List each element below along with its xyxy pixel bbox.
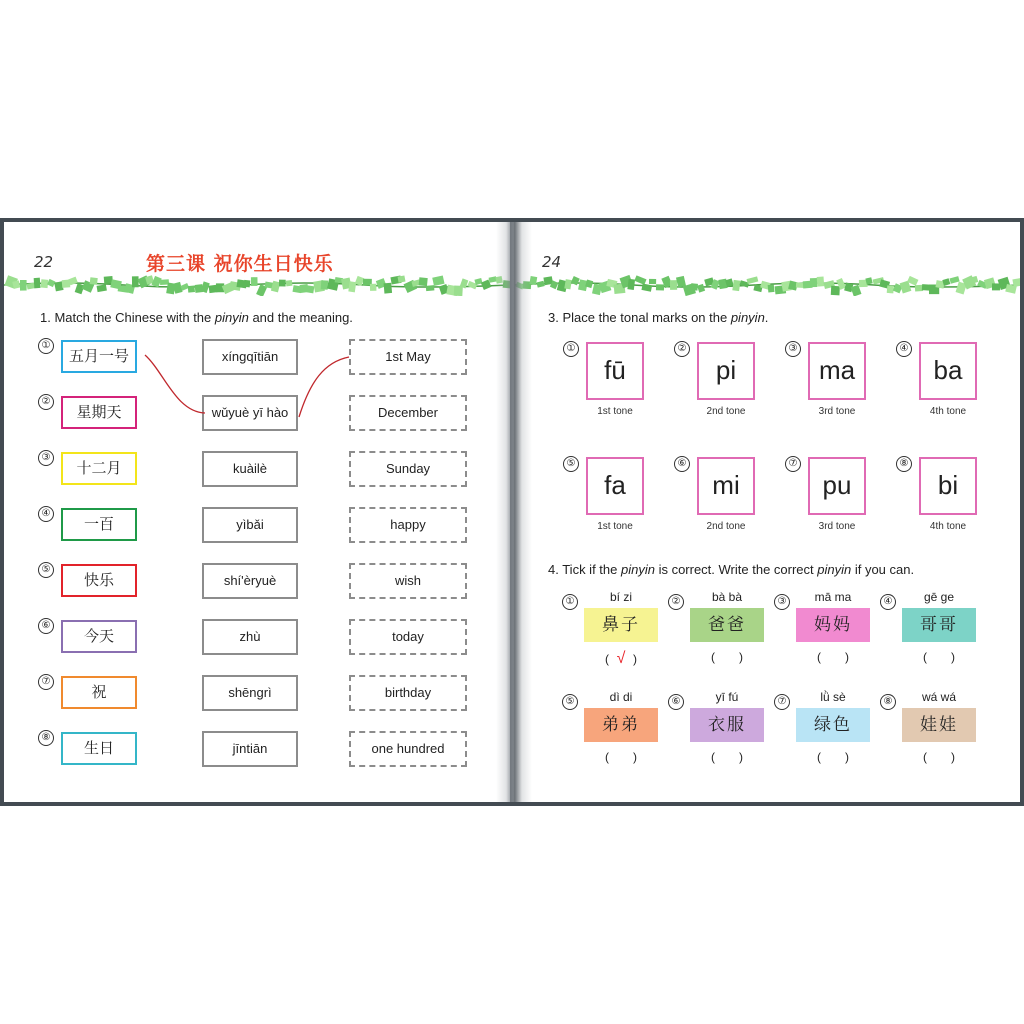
chinese-word: 妈妈 xyxy=(796,608,870,642)
answer-field[interactable] xyxy=(584,750,658,764)
meaning-box[interactable]: 1st May xyxy=(349,339,467,375)
tone-label: 4th tone xyxy=(929,406,967,417)
vine-leaf xyxy=(432,275,444,286)
item-number: ① xyxy=(38,338,54,354)
item-number: ② xyxy=(674,341,690,357)
chinese-word: 鼻子 xyxy=(584,608,658,642)
item-number: ⑧ xyxy=(896,456,912,472)
paren-close: ) xyxy=(951,750,955,764)
answer-field[interactable] xyxy=(796,650,870,664)
left-page xyxy=(4,222,510,802)
answer-field[interactable] xyxy=(690,750,764,764)
vine-leaf xyxy=(747,276,759,284)
item-number: ⑧ xyxy=(880,694,896,710)
answer-field[interactable] xyxy=(796,750,870,764)
vine-leaf xyxy=(279,280,286,287)
item-number: ② xyxy=(38,394,54,410)
item-number: ⑥ xyxy=(674,456,690,472)
meaning-box[interactable]: wish xyxy=(349,563,467,599)
meaning-box[interactable]: today xyxy=(349,619,467,655)
pinyin-box[interactable]: zhù xyxy=(202,619,298,655)
item-number: ② xyxy=(668,594,684,610)
pinyin-tone-box[interactable]: mi xyxy=(697,457,755,515)
vine-leaf xyxy=(47,279,55,287)
item-number: ⑦ xyxy=(38,674,54,690)
vine-leaf xyxy=(34,278,41,289)
vine-leaf xyxy=(160,279,169,285)
match-line-1 xyxy=(145,355,205,413)
chinese-word: 衣服 xyxy=(690,708,764,742)
vine-leaf xyxy=(732,280,740,291)
vine-leaf xyxy=(370,284,377,291)
item-number: ④ xyxy=(38,506,54,522)
paren-close: ) xyxy=(739,650,743,664)
item-number: ③ xyxy=(785,341,801,357)
paren-open: ( xyxy=(605,652,609,666)
vine-leaf xyxy=(641,284,652,292)
pinyin-label: bí zi xyxy=(609,590,632,604)
vine-leaf xyxy=(90,277,98,285)
vine-leaf xyxy=(41,279,49,288)
vine-leaf xyxy=(398,275,406,282)
pinyin-box[interactable]: jīntiān xyxy=(202,731,298,767)
chinese-box[interactable]: 十二月 xyxy=(61,452,137,485)
chinese-box[interactable]: 五月一号 xyxy=(61,340,137,373)
lesson-title: 第三课 祝你生日快乐 xyxy=(146,253,334,275)
instruction-4: 4. Tick if the pinyin is correct. Write the correct pinyin if you can. xyxy=(548,562,915,577)
chinese-box[interactable]: 祝 xyxy=(61,676,137,709)
vine-leaf xyxy=(915,285,923,292)
paren-close: ) xyxy=(633,652,637,666)
vine-border-decoration xyxy=(4,272,510,296)
pinyin-box[interactable]: wǔyuè yī hào xyxy=(202,395,298,431)
pinyin-label: lǜ sè xyxy=(820,690,846,704)
pinyin-tone-box[interactable]: pu xyxy=(808,457,866,515)
pinyin-box[interactable]: kuàilè xyxy=(202,451,298,487)
paren-close: ) xyxy=(633,750,637,764)
chinese-word: 爸爸 xyxy=(690,608,764,642)
paren-open: ( xyxy=(923,650,927,664)
pinyin-tone-box[interactable]: fa xyxy=(586,457,644,515)
answer-field[interactable] xyxy=(584,650,658,668)
vine-leaf xyxy=(132,276,139,287)
vine-leaf xyxy=(810,278,817,287)
tone-label: 2nd tone xyxy=(706,406,746,417)
vine-leaf xyxy=(419,277,428,286)
vine-leaf xyxy=(564,279,572,289)
pinyin-box[interactable]: shí'èryuè xyxy=(202,563,298,599)
vine-leaf xyxy=(817,277,825,287)
meaning-box[interactable]: December xyxy=(349,395,467,431)
meaning-box[interactable]: birthday xyxy=(349,675,467,711)
vine-leaf xyxy=(286,280,293,286)
pinyin-tone-box[interactable]: bi xyxy=(919,457,977,515)
item-number: ⑥ xyxy=(38,618,54,634)
pinyin-tone-box[interactable]: fū xyxy=(586,342,644,400)
tick-mark: √ xyxy=(616,650,626,667)
paren-open: ( xyxy=(605,750,609,764)
vine-leaf xyxy=(992,283,1000,290)
vine-leaf xyxy=(922,284,930,291)
tone-label: 3rd tone xyxy=(818,406,856,417)
item-number: ⑦ xyxy=(774,694,790,710)
pinyin-box[interactable]: shēngrì xyxy=(202,675,298,711)
meaning-box[interactable]: Sunday xyxy=(349,451,467,487)
vine-leaf xyxy=(251,277,258,286)
vine-leaf xyxy=(97,284,107,292)
chinese-word: 绿色 xyxy=(796,708,870,742)
pinyin-tone-box[interactable]: pi xyxy=(697,342,755,400)
item-number: ④ xyxy=(880,594,896,610)
paren-open: ( xyxy=(923,750,927,764)
vine-leaf xyxy=(691,283,698,290)
chinese-word: 娃娃 xyxy=(902,708,976,742)
paren-open: ( xyxy=(711,650,715,664)
item-number: ③ xyxy=(774,594,790,610)
vine-leaf xyxy=(536,281,544,288)
chinese-box[interactable]: 今天 xyxy=(61,620,137,653)
vine-leaf xyxy=(887,285,894,293)
answer-field[interactable] xyxy=(902,750,976,764)
vine-leaf xyxy=(271,281,281,293)
item-number: ⑤ xyxy=(38,562,54,578)
paren-open: ( xyxy=(817,750,821,764)
pinyin-label: dì di xyxy=(609,690,633,704)
paren-open: ( xyxy=(711,750,715,764)
tone-label: 1st tone xyxy=(597,406,633,417)
vine-leaf xyxy=(634,275,646,285)
vine-leaf xyxy=(426,285,435,291)
pinyin-label: wá wá xyxy=(921,690,956,704)
tone-label: 2nd tone xyxy=(706,521,746,532)
right-page xyxy=(514,222,1020,802)
paren-open: ( xyxy=(817,650,821,664)
vine-leaf xyxy=(1012,278,1020,287)
vine-leaf xyxy=(697,284,705,293)
pinyin-tone-box[interactable]: ba xyxy=(919,342,977,400)
answer-field[interactable] xyxy=(690,650,764,664)
vine-leaf xyxy=(627,279,635,290)
tone-label: 1st tone xyxy=(597,521,633,532)
pinyin-box[interactable]: xíngqītiān xyxy=(202,339,298,375)
meaning-box[interactable]: one hundred xyxy=(349,731,467,767)
chinese-box[interactable]: 快乐 xyxy=(61,564,137,597)
chinese-box[interactable]: 一百 xyxy=(61,508,137,541)
item-number: ⑤ xyxy=(563,456,579,472)
chinese-word: 弟弟 xyxy=(584,708,658,742)
pinyin-label: yī fú xyxy=(715,690,739,704)
chinese-word: 哥哥 xyxy=(902,608,976,642)
meaning-box[interactable]: happy xyxy=(349,507,467,543)
instruction-1: 1. Match the Chinese with the pinyin and the meaning. xyxy=(40,310,353,325)
pinyin-label: mā ma xyxy=(814,590,852,604)
tone-label: 3rd tone xyxy=(818,521,856,532)
match-line-2 xyxy=(299,357,349,417)
vine-leaf xyxy=(670,280,677,290)
pinyin-label: gē ge xyxy=(923,590,955,604)
vine-leaf xyxy=(188,285,195,292)
vine-leaf xyxy=(649,279,656,284)
vine-border-decoration xyxy=(514,272,1020,296)
paren-close: ) xyxy=(739,750,743,764)
pinyin-tone-box[interactable]: ma xyxy=(808,342,866,400)
item-number: ⑤ xyxy=(562,694,578,710)
vine-leaf xyxy=(20,280,27,291)
paren-close: ) xyxy=(845,750,849,764)
chinese-box[interactable]: 星期天 xyxy=(61,396,137,429)
item-number: ⑦ xyxy=(785,456,801,472)
vine-leaf xyxy=(306,285,314,293)
page-number: 22 xyxy=(34,253,54,271)
pinyin-label: bà bà xyxy=(711,590,743,604)
item-number: ① xyxy=(562,594,578,610)
vine-leaf xyxy=(244,280,251,287)
vine-leaf xyxy=(768,285,775,293)
item-number: ④ xyxy=(896,341,912,357)
item-number: ⑥ xyxy=(668,694,684,710)
workbook-spread xyxy=(0,218,1024,806)
vine-leaf xyxy=(201,281,210,293)
item-number: ⑧ xyxy=(38,730,54,746)
paren-close: ) xyxy=(951,650,955,664)
vine-leaf xyxy=(656,284,664,290)
pinyin-box[interactable]: yìbǎi xyxy=(202,507,298,543)
book-gutter xyxy=(496,222,532,802)
vine-leaf xyxy=(384,283,393,294)
page-number: 24 xyxy=(542,253,562,271)
vine-leaf xyxy=(571,276,580,285)
chinese-box[interactable]: 生日 xyxy=(61,732,137,765)
tone-label: 4th tone xyxy=(929,521,967,532)
item-number: ③ xyxy=(38,450,54,466)
item-number: ① xyxy=(563,341,579,357)
paren-close: ) xyxy=(845,650,849,664)
vine-leaf xyxy=(949,276,959,284)
instruction-3: 3. Place the tonal marks on the pinyin. xyxy=(548,310,769,325)
vine-leaf xyxy=(831,286,840,296)
answer-field[interactable] xyxy=(902,650,976,664)
